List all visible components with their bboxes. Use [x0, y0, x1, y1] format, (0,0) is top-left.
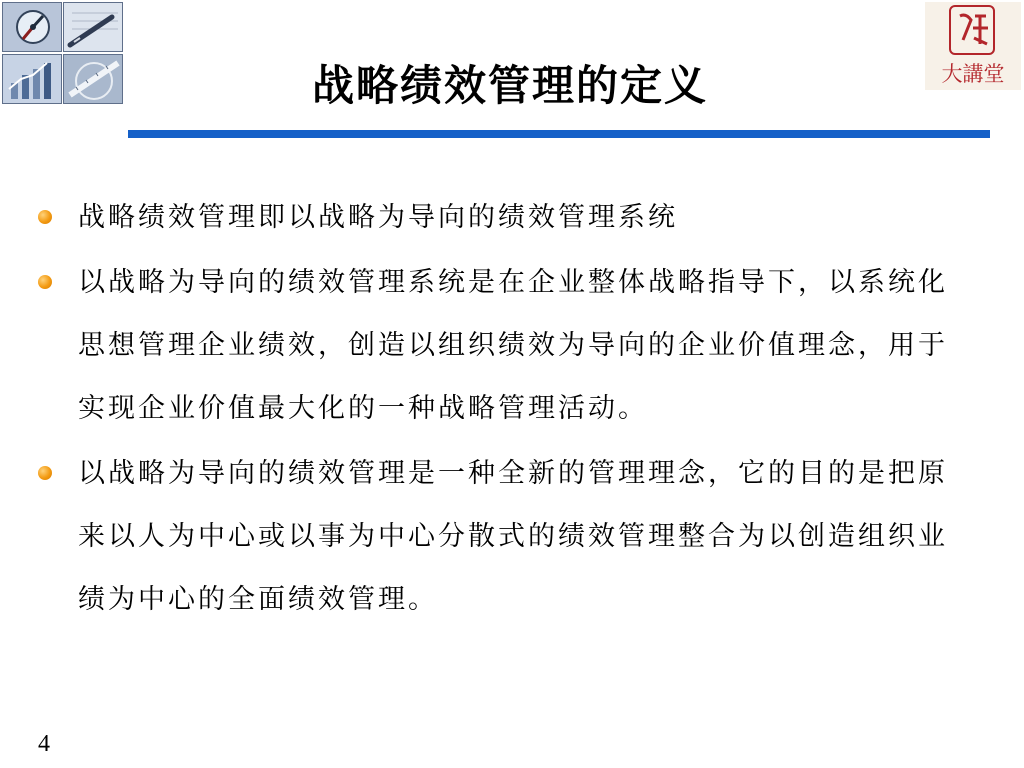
bullet-item: [36, 251, 976, 440]
compass-photo-icon: [2, 2, 62, 52]
seal-logo-icon: [925, 2, 1021, 90]
svg-text:大講堂: 大講堂: [941, 62, 1005, 86]
title-underline: [128, 130, 990, 138]
chart-photo-icon: [2, 54, 62, 104]
bullet-text: 以战略为导向的绩效管理系统是在企业整体战略指导下，以系统化思想管理企业绩效，创造以组织绩效为导向的企业价值理念，用于实现企业价值最大化的一种战略管理活动。: [78, 267, 948, 424]
header-photo-collage: [0, 0, 124, 106]
pen-photo-icon: [63, 2, 123, 52]
bullet-item: [36, 186, 976, 249]
slide-title: 战略绩效管理的定义: [311, 61, 708, 110]
bullet-list: [36, 186, 976, 633]
bullet-text: 战略绩效管理即以战略为导向的绩效管理系统: [78, 202, 678, 233]
bullet-dot-icon: [38, 275, 52, 289]
bullet-dot-icon: [38, 210, 52, 224]
ruler-photo-icon: [63, 54, 123, 104]
bullet-dot-icon: [38, 466, 52, 480]
bullet-text: 以战略为导向的绩效管理是一种全新的管理理念，它的目的是把原来以人为中心或以事为中心分散式的绩效管理整合为以创造组织业绩为中心的全面绩效管理。: [78, 458, 948, 615]
page-number: 4: [38, 731, 50, 757]
bullet-item: [36, 442, 976, 631]
logo: [925, 2, 1021, 90]
